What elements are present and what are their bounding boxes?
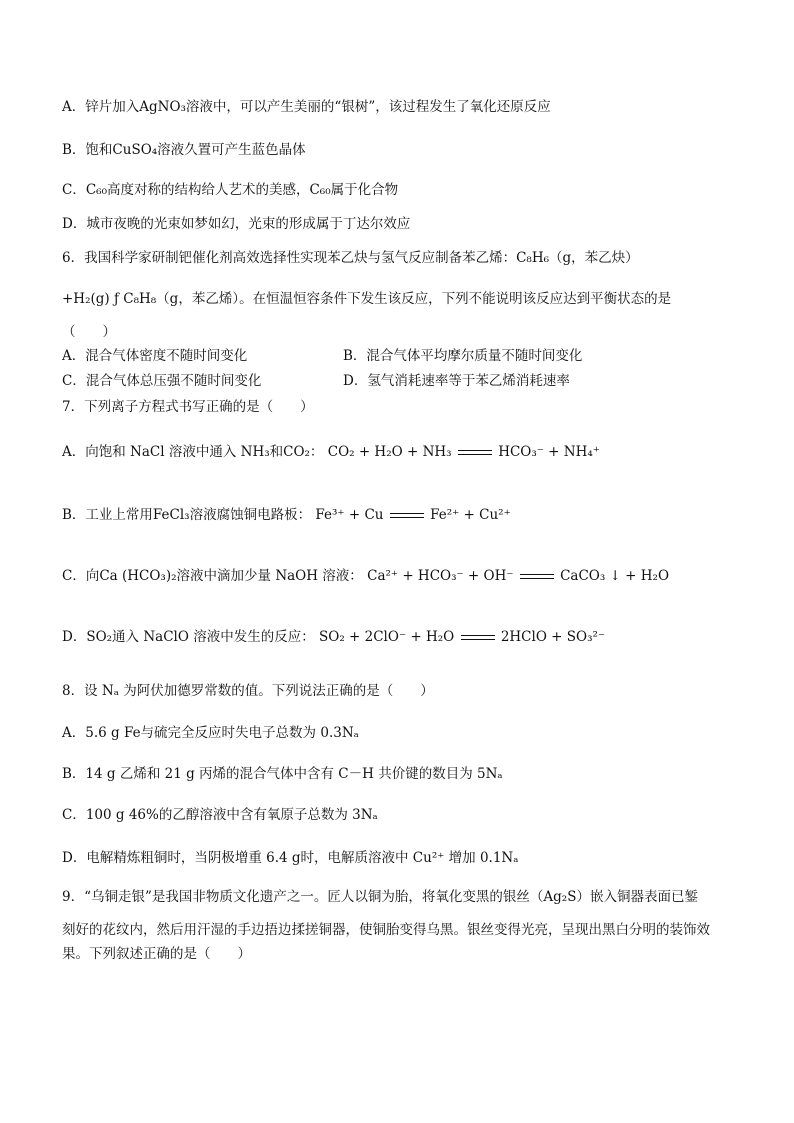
question-7-option-d: [62, 627, 605, 647]
equation-lhs: CO₂ + H₂O + NH₃: [327, 444, 452, 460]
question-9-stem-line-3: 果。下列叙述正确的是（ ）: [62, 946, 251, 962]
question-7-stem: 7．下列离子方程式书写正确的是（ ）: [62, 399, 314, 415]
question-6-options-row-1: [62, 346, 742, 366]
question-6-stem-line-1: 6．我国科学家研制钯催化剂高效选择性实现苯乙炔与氢气反应制备苯乙烯：C₈H₆（g，苯乙炔）: [62, 250, 639, 266]
equation-rhs: HCO₃⁻ + NH₄⁺: [498, 444, 600, 460]
question-9-stem-line-1: 9．“乌铜走银”是我国非物质文化遗产之一。匠人以铜为胎，将氧化变黑的银丝（Ag₂S）嵌入铜器表面已錾: [62, 889, 698, 905]
question-7-option-b: [62, 505, 511, 525]
question-7-option-a: [62, 442, 600, 462]
equals-sign-icon: [458, 448, 492, 458]
question-8-option-a: A．5.6 g Fe与硫完全反应时失电子总数为 0.3Nₐ: [62, 725, 359, 741]
equation-rhs: Fe²⁺ + Cu²⁺: [430, 507, 511, 523]
question-6-option-b: B．混合气体平均摩尔质量不随时间变化: [343, 348, 583, 364]
equals-sign-icon: [520, 572, 554, 582]
equation-rhs: 2HClO + SO₃²⁻: [500, 629, 606, 645]
question-8-option-c: C．100 g 46%的乙醇溶液中含有氧原子总数为 3Nₐ: [62, 807, 378, 823]
question-8-option-d: D．电解精炼粗铜时，当阴极增重 6.4 g时，电解质溶液中 Cu²⁺ 增加 0.1Nₐ: [62, 850, 519, 866]
question-6-options-row-2: [62, 371, 742, 391]
question-6-option-c: C．混合气体总压强不随时间变化: [62, 373, 262, 389]
option-text: D．SO₂通入 NaClO 溶液中发生的反应：: [62, 629, 315, 645]
equals-sign-icon: [461, 633, 495, 643]
equation-lhs: SO₂ + 2ClO⁻ + H₂O: [319, 629, 455, 645]
question-5-option-d: D．城市夜晚的光束如梦如幻，光束的形成属于丁达尔效应: [62, 216, 411, 232]
question-6-answer-paren: （ ）: [62, 324, 116, 340]
equation-rhs: CaCO₃ ↓ + H₂O: [560, 568, 670, 584]
question-5-option-b: B．饱和CuSO₄溶液久置可产生蓝色晶体: [62, 142, 306, 158]
question-6-option-d: D．氢气消耗速率等于苯乙烯消耗速率: [343, 373, 570, 389]
equals-sign-icon: [390, 511, 424, 521]
equation-lhs: Fe³⁺ + Cu: [315, 507, 384, 523]
question-5-option-a: A．锌片加入AgNO₃溶液中，可以产生美丽的“银树”，该过程发生了氧化还原反应: [62, 99, 551, 115]
question-8-option-b: B．14 g 乙烯和 21 g 丙烯的混合气体中含有 C－H 共价键的数目为 5Nₐ: [62, 766, 503, 782]
option-text: B．工业上常用FeCl₃溶液腐蚀铜电路板：: [62, 507, 312, 523]
question-5-option-c: C．C₆₀高度对称的结构给人艺术的美感，C₆₀属于化合物: [62, 182, 399, 198]
option-text: C．向Ca (HCO₃)₂溶液中滴加少量 NaOH 溶液：: [62, 568, 363, 584]
question-6-option-a: A．混合气体密度不随时间变化: [62, 348, 248, 364]
question-7-option-c: [62, 566, 669, 586]
question-9-stem-line-2: 刻好的花纹内，然后用汗湿的手边捂边揉搓铜器，使铜胎变得乌黑。银丝变得光亮，呈现出黑白分明的装饰效: [62, 922, 710, 938]
question-6-stem-line-2: +H₂(g) ƒ C₈H₈（g，苯乙烯）。在恒温恒容条件下发生该反应，下列不能说明该反应达到平衡状态的是: [62, 291, 672, 307]
question-8-stem: 8．设 Nₐ 为阿伏加德罗常数的值。下列说法正确的是（ ）: [62, 683, 434, 699]
equation-lhs: Ca²⁺ + HCO₃⁻ + OH⁻: [367, 568, 514, 584]
option-text: A．向饱和 NaCl 溶液中通入 NH₃和CO₂：: [62, 444, 324, 460]
